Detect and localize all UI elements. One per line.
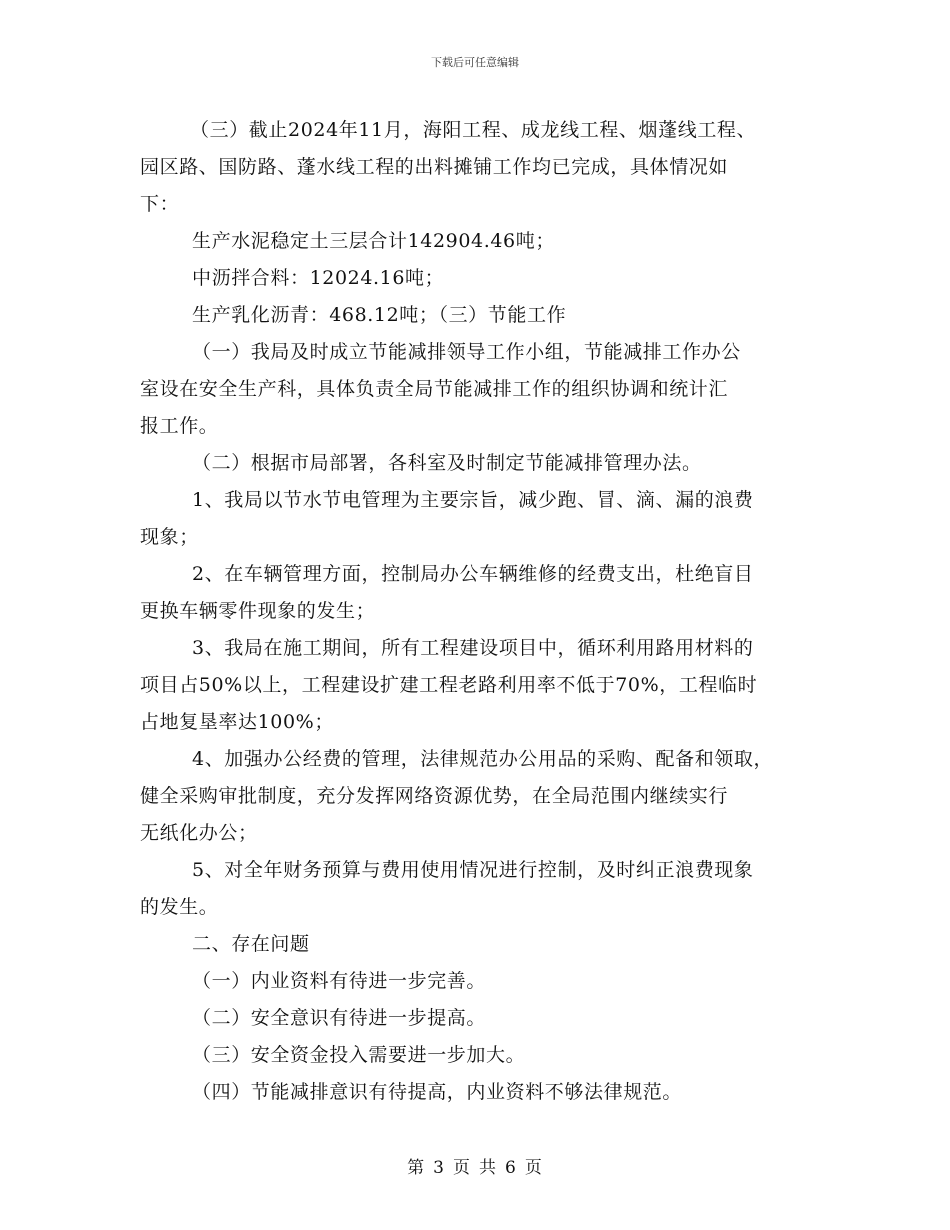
document-body [140, 112, 830, 1111]
paragraph-line: （三）安全资金投入需要进一步加大。 [192, 1044, 526, 1066]
paragraph-line: 园区路、国防路、蓬水线工程的出料摊铺工作均已完成，具体情况如 [140, 156, 729, 178]
total-label: 共 [479, 1158, 497, 1178]
paragraph-line: 报工作。 [140, 415, 219, 437]
paragraph-line: 4、加强办公经费的管理，法律规范办公用品的采购、配备和领取， [192, 748, 774, 770]
paragraph-line: （一）内业资料有待进一步完善。 [192, 970, 487, 992]
paragraph-line: （三）截止2024年11月，海阳工程、成龙线工程、烟蓬线工程、 [190, 119, 757, 141]
paragraph-line: 生产水泥稳定土三层合计142904.46吨； [192, 230, 555, 252]
paragraph-line: 健全采购审批制度，充分发挥网络资源优势，在全局范围内继续实行 [140, 785, 729, 807]
page-header: 下载后可任意编辑 [431, 56, 519, 69]
paragraph-line: 室设在安全生产科，具体负责全局节能减排工作的组织协调和统计汇 [140, 378, 729, 400]
page-unit: 页 [453, 1158, 471, 1178]
paragraph-line: 更换车辆零件现象的发生； [140, 600, 376, 622]
paragraph-line: 中沥拌合料：12024.16吨； [192, 267, 445, 289]
paragraph-line: 2、在车辆管理方面，控制局办公车辆维修的经费支出，杜绝盲目 [192, 563, 754, 585]
paragraph-line: （二）安全意识有待进一步提高。 [192, 1007, 487, 1029]
paragraph-line: （一）我局及时成立节能减排领导工作小组，节能减排工作办公 [192, 341, 741, 363]
paragraph-line: 的发生。 [140, 896, 219, 918]
paragraph-line: 生产乳化沥青：468.12吨；（三）节能工作 [192, 304, 567, 326]
paragraph-line: 无纸化办公； [140, 822, 258, 844]
paragraph-line: 下： [140, 193, 180, 215]
paragraph-line: （二）根据市局部署，各科室及时制定节能减排管理办法。 [192, 452, 702, 474]
page-label: 第 [407, 1158, 426, 1178]
paragraph-line: 1、我局以节水节电管理为主要宗旨，减少跑、冒、滴、漏的浪费 [192, 489, 754, 511]
paragraph-line: 3、我局在施工期间，所有工程建设项目中，循环利用路用材料的 [192, 637, 754, 659]
paragraph-line: 占地复垦率达100%； [140, 711, 334, 733]
section-heading: 二、存在问题 [192, 933, 310, 955]
paragraph-line: （四）节能减排意识有待提高，内业资料不够法律规范。 [192, 1081, 683, 1103]
page-footer [0, 1153, 950, 1178]
page-number: 3 [433, 1158, 445, 1178]
total-pages: 6 [505, 1158, 517, 1178]
total-unit: 页 [524, 1158, 543, 1178]
paragraph-line: 5、对全年财务预算与费用使用情况进行控制，及时纠正浪费现象 [192, 859, 754, 881]
paragraph-line: 现象； [140, 526, 199, 548]
paragraph-line: 项目占50%以上，工程建设扩建工程老路利用率不低于70%，工程临时 [140, 674, 758, 696]
